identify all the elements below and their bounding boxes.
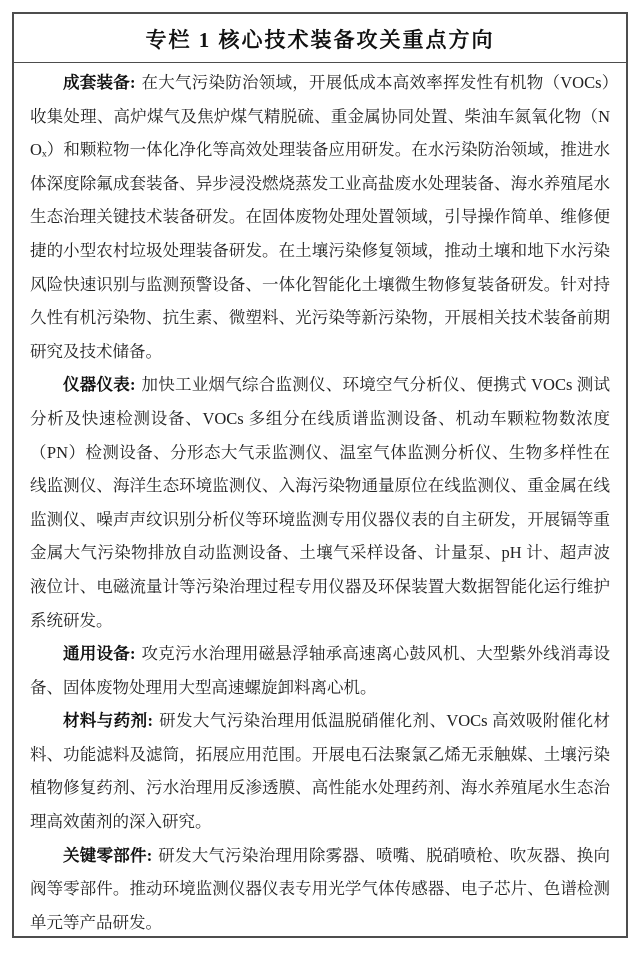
paragraph-label: 关键零部件: <box>63 845 153 865</box>
paragraph-text: 加快工业烟气综合监测仪、环境空气分析仪、便携式 VOCs 测试分析及快速检测设备、VOCs 多组分在线质谱监测设备、机动车颗粒物数浓度（PN）检测设备、分形态大气汞监测仪、温室气体监测分析仪、生物多样性在线监测仪、海洋生态环境监测仪、入海污染物通量原位在线监测仪、重金属在线监测仪、噪声声纹识别分析仪等环境监测专用仪器仪表的自主研发，开展镉等重金属大气污染物排放自动监测设备、土壤气采样设备、计量泵、pH 计、超声波液位计、电磁流量计等污染治理过程专用仪器及环保装置大数据智能化运行维护系统研发。 <box>30 375 610 630</box>
paragraph-materials-agents <box>30 704 610 838</box>
paragraph-label: 成套装备: <box>63 73 136 92</box>
paragraph-instruments <box>30 368 610 637</box>
paragraph-label: 仪器仪表: <box>63 375 136 395</box>
paragraph-complete-equipment <box>30 66 610 368</box>
paragraph-text: 研发大气污染治理用除雾器、喷嘴、脱硝喷枪、吹灰器、换向阀等零部件。推动环境监测仪器仪表专用光学气体传感器、电子芯片、色谱检测单元等产品研发。 <box>30 845 610 932</box>
column-panel <box>12 12 628 938</box>
paragraph-general-equipment <box>30 637 610 704</box>
paragraph-text: 研发大气污染治理用低温脱硝催化剂、VOCs 高效吸附催化材料、功能滤料及滤筒，拓展应用范围。开展电石法聚氯乙烯无汞触媒、土壤污染植物修复药剂、污水治理用反渗透膜、高性能水处理药剂、海水养殖尾水生态治理高效菌剂的深入研究。 <box>30 711 610 832</box>
panel-body <box>14 63 626 938</box>
panel-title: 专栏 1 核心技术装备攻关重点方向 <box>14 14 626 63</box>
paragraph-text: 在大气污染防治领域，开展低成本高效率挥发性有机物（VOCs）收集处理、高炉煤气及焦炉煤气精脱硫、重金属协同处置、柴油车氮氧化物（NOₓ）和颗粒物一体化净化等高效处理装备应用研发。在水污染防治领域，推进水体深度除氟成套装备、异步浸没燃烧蒸发工业高盐废水处理装备、海水养殖尾水生态治理关键技术装备研发。在固体废物处理处置领域，引导操作简单、维修便捷的小型农村垃圾处理装备研发。在土壤污染修复领域，推动土壤和地下水污染风险快速识别与监测预警设备、一体化智能化土壤微生物修复装备研发。针对持久性有机污染物、抗生素、微塑料、光污染等新污染物，开展相关技术装备前期研究及技术储备。 <box>30 73 610 361</box>
paragraph-key-components <box>30 839 610 938</box>
paragraph-label: 材料与药剂: <box>63 711 153 731</box>
paragraph-text: 攻克污水治理用磁悬浮轴承高速离心鼓风机、大型紫外线消毒设备、固体废物处理用大型高速螺旋卸料离心机。 <box>30 644 611 697</box>
paragraph-label: 通用设备: <box>63 644 136 664</box>
